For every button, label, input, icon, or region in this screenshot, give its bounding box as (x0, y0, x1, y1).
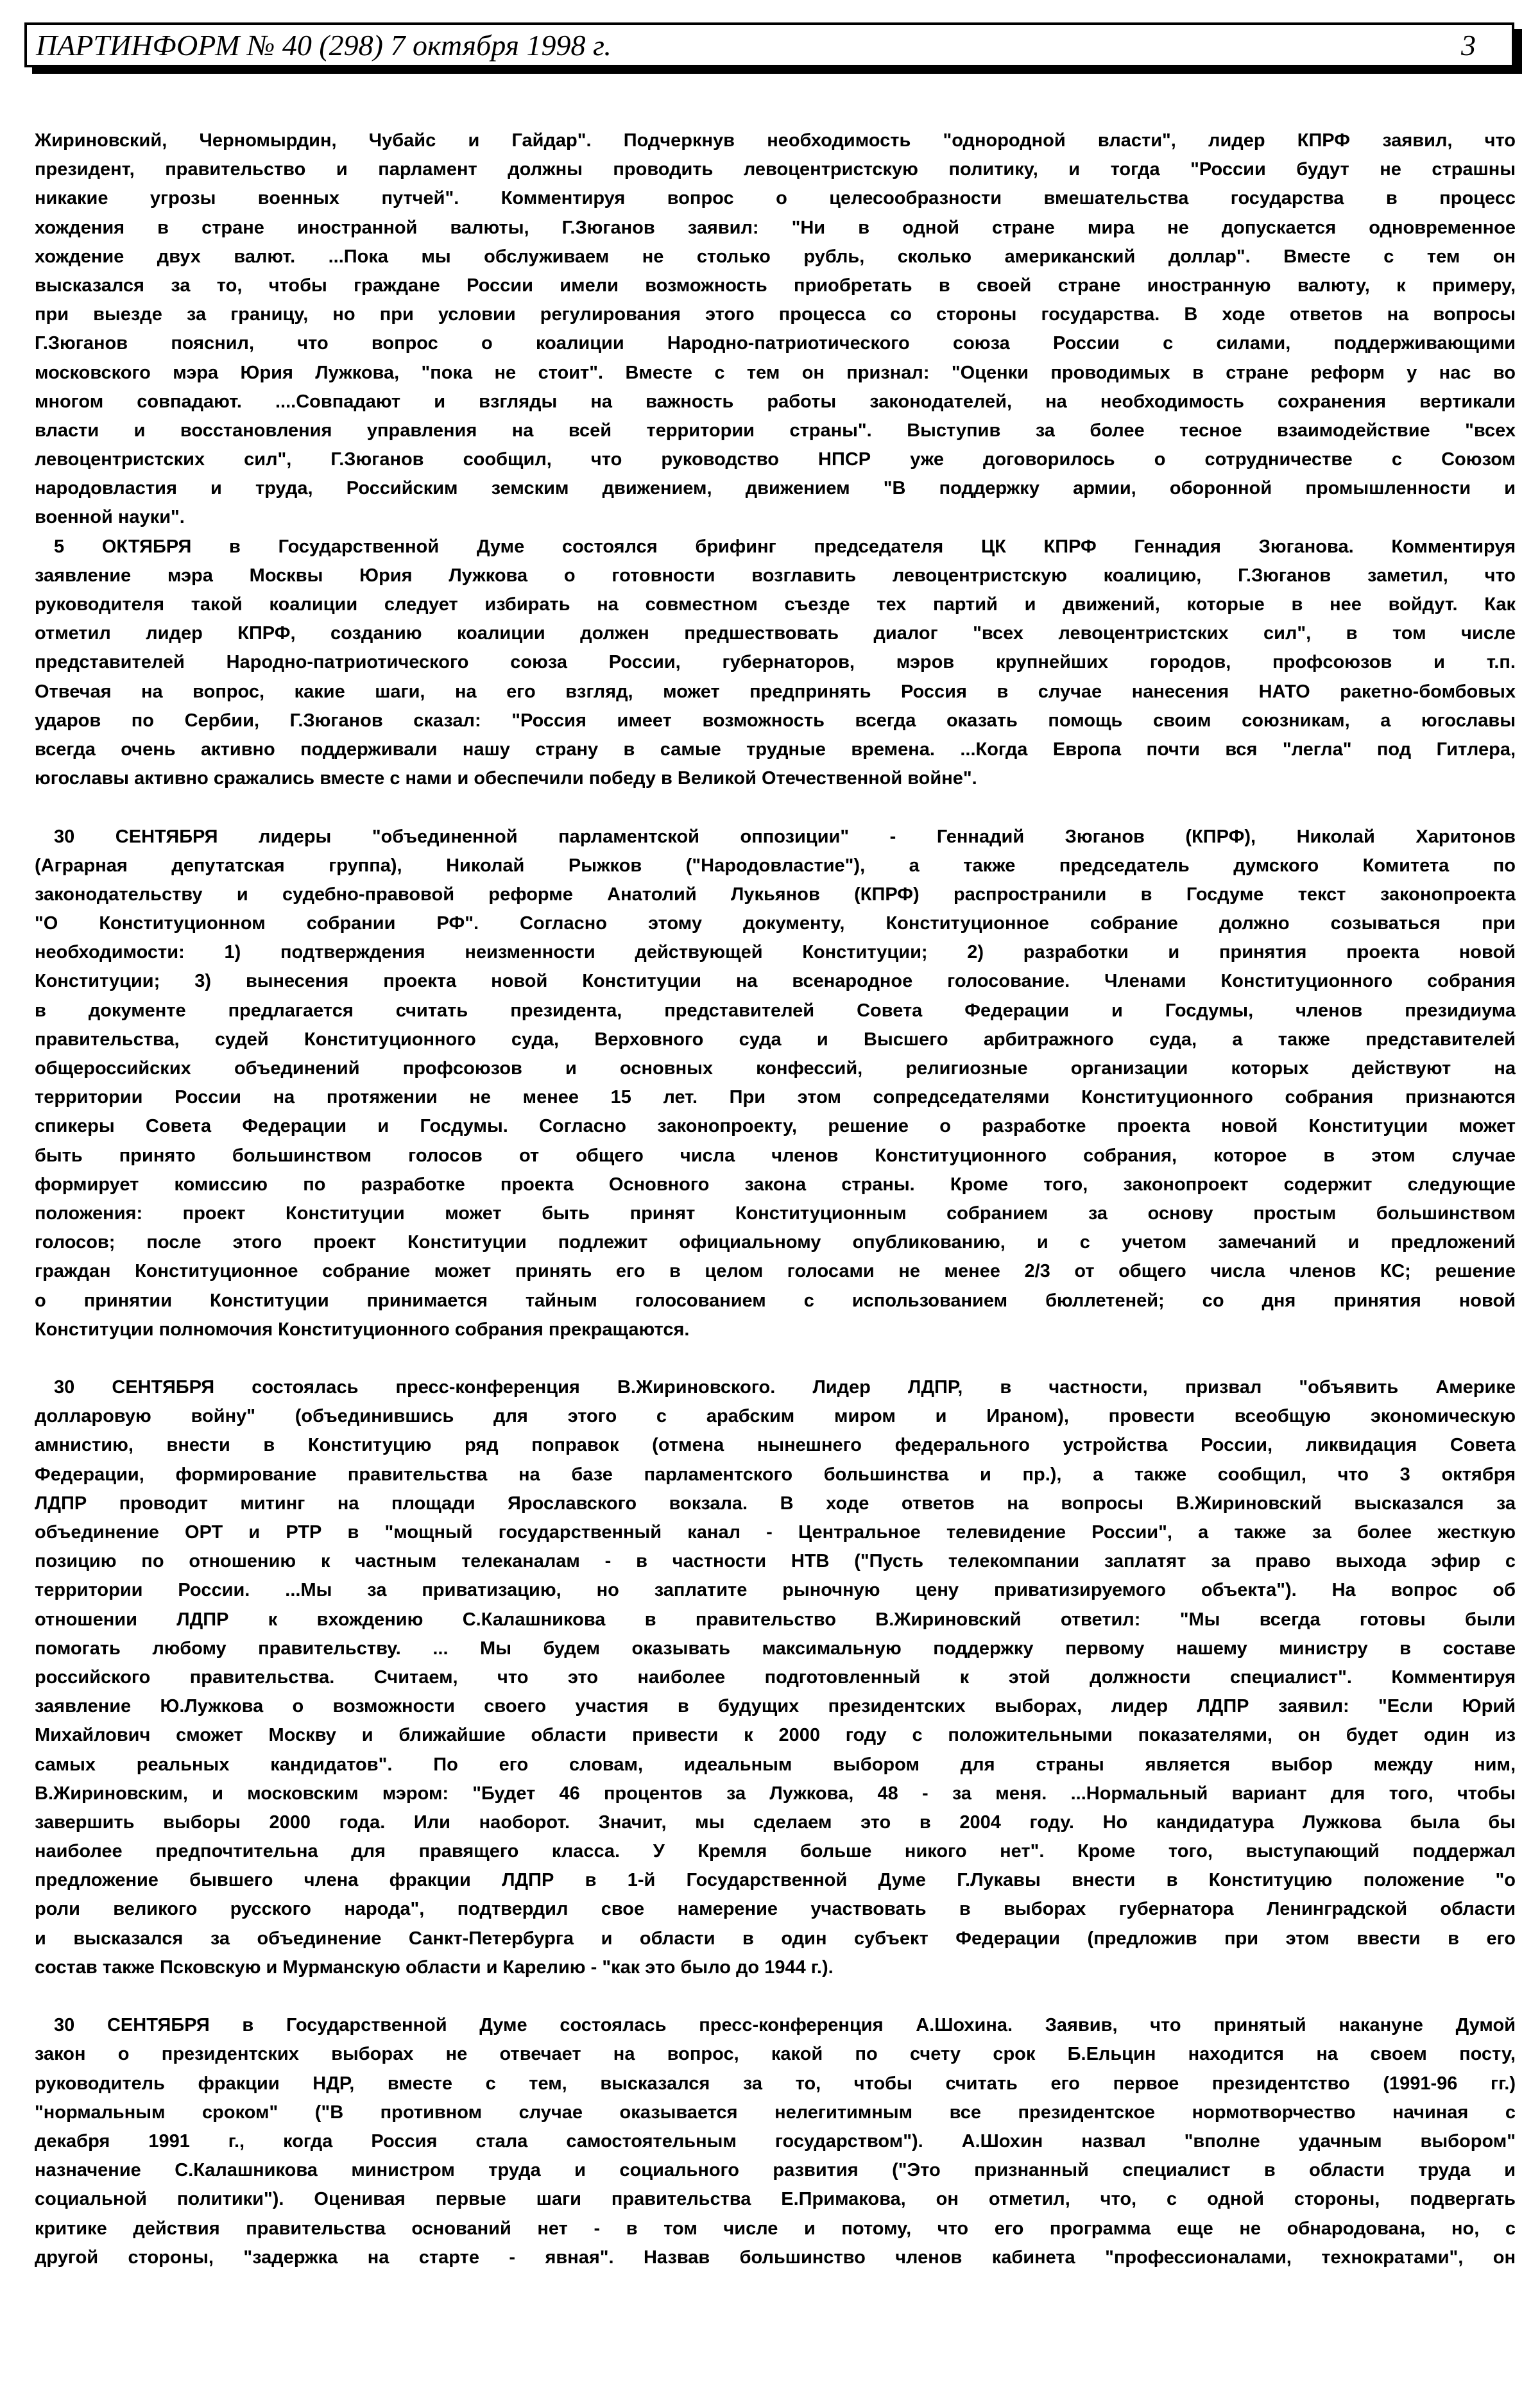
text-line: ЛДПР проводит митинг на площади Ярославского вокзала. В ходе ответов на вопросы В.Жириновский высказался за (35, 1493, 1516, 1514)
text-line: Г.Зюганов пояснил, что вопрос о коалиции Народно-патриотического союза России с силами, поддерживающими (35, 333, 1516, 354)
text-line: долларовую войну" (объединившись для этого с арабским миром и Ираном), провести всеобщую экономическую (35, 1406, 1516, 1427)
text-line: декабря 1991 г., когда Россия стала самостоятельным государством"). А.Шохин назвал "вполне удачным выбором" (35, 2130, 1516, 2152)
text-line: Конституции; 3) вынесения проекта новой Конституции на всенародное голосование. Членами Конституционного собрания (35, 971, 1516, 992)
text-line: руководитель фракции НДР, вместе с тем, высказался за то, чтобы считать его первое президентство (1991-96 гг.) (35, 2073, 1516, 2094)
text-line: всегда очень активно поддерживали нашу страну в самые трудные времена. ...Когда Европа почти вся "легла" под Гитлера, (35, 739, 1516, 760)
text-line: президент, правительство и парламент должны проводить левоцентристскую политику, и тогда "России будут не страшны (35, 159, 1516, 180)
text-line: Жириновский, Черномырдин, Чубайс и Гайдар". Подчеркнув необходимость "однородной власти", лидер КПРФ заявил, что (35, 130, 1516, 151)
text-line: наиболее предпочтительна для правящего класса. У Кремля больше никого нет". Кроме того, выступающий поддержал (35, 1841, 1516, 1862)
text-line: территории России на протяжении не менее 15 лет. При этом сопредседателями Конституционного собрания признаются (35, 1087, 1516, 1108)
text-line: при выезде за границу, но при условии регулирования этого процесса со стороны государства. В ходе ответов на вопросы (35, 304, 1516, 325)
text-line: заявление Ю.Лужкова о возможности своего участия в будущих президентских выборах, лидер ЛДПР заявил: "Если Юрий (35, 1696, 1516, 1717)
text-line: спикеры Совета Федерации и Госдумы. Согласно законопроекту, решение о разработке проекта новой Конституции может (35, 1116, 1516, 1137)
text-line: хождение двух валют. ...Пока мы обслуживаем не столько рубль, сколько американский доллар". Вместе с тем он (35, 246, 1516, 267)
text-line: заявление мэра Москвы Юрия Лужкова о готовности возглавить левоцентристскую коалицию, Г.Зюганов заметил, что (35, 565, 1516, 586)
text-line: положения: проект Конституции может быть принят Конституционным собранием за основу простым большинством (35, 1203, 1516, 1224)
text-line: руководителя такой коалиции следует избирать на совместном съезде тех партий и движений, которые в нее войдут. Как (35, 594, 1516, 615)
text-line: власти и восстановления управления на всей территории страны". Выступив за более тесное взаимодействие "всех (35, 420, 1516, 441)
text-line: другой стороны, "задержка на старте - явная". Назвав большинство членов кабинета "профессионалами, технократами", он (35, 2247, 1516, 2268)
news-paragraph (35, 1373, 1516, 1982)
page-number: 3 (1461, 29, 1476, 62)
publication-title: ПАРТИНФОРМ № 40 (298) 7 октября 1998 г. (36, 29, 612, 62)
text-line: позицию по отношению к частным телеканалам - в частности НТВ ("Пусть телекомпании заплатят за право выхода эфир с (35, 1551, 1516, 1572)
text-line: 30 СЕНТЯБРЯ в Государственной Думе состоялась пресс-конференция А.Шохина. Заявив, что принятый накануне Думой (54, 2015, 1516, 2036)
text-line: Конституции полномочия Конституционного собрания прекращаются. (35, 1319, 690, 1340)
text-line: (Аграрная депутатская группа), Николай Рыжков ("Народовластие"), а также председатель думского Комитета по (35, 855, 1516, 876)
text-line: объединение ОРТ и РТР в "мощный государственный канал - Центральное телевидение России", а также за более жесткую (35, 1522, 1516, 1543)
text-line: 5 ОКТЯБРЯ в Государственной Думе состоялся брифинг председателя ЦК КПРФ Геннадия Зюганова. Комментируя (54, 536, 1516, 557)
news-paragraph (35, 2011, 1516, 2272)
text-line: хождения в стране иностранной валюты, Г.Зюганов заявил: "Ни в одной стране мира не допускается одновременное (35, 217, 1516, 238)
text-line: "О Конституционном собрании РФ". Согласно этому документу, Конституционное собрание должно созываться при (35, 913, 1516, 934)
text-line: граждан Конституционное собрание может принять его в целом голосами не менее 2/3 от общего числа членов КС; решение (35, 1261, 1516, 1282)
text-line: самых реальных кандидатов". По его словам, идеальным выбором для страны является выбор между ним, (35, 1754, 1516, 1775)
text-line: о принятии Конституции принимается тайным голосованием с использованием бюллетеней; со дня принятия новой (35, 1290, 1516, 1311)
text-line: ударов по Сербии, Г.Зюганов сказал: "Россия имеет возможность всегда оказать помощь своим союзникам, а югославы (35, 710, 1516, 731)
text-line: отношении ЛДПР к вхождению С.Калашникова в правительство В.Жириновский ответил: "Мы всегда готовы были (35, 1609, 1516, 1630)
text-line: предложение бывшего члена фракции ЛДПР в 1-й Государственной Думе Г.Лукавы внести в Конституцию положение "о (35, 1870, 1516, 1891)
text-line: в документе предлагается считать президента, представителей Совета Федерации и Госдумы, членов президиума (35, 1000, 1516, 1021)
news-paragraph (35, 823, 1516, 1344)
text-line: голосов; после этого проект Конституции подлежит официальному опубликованию, и с учетом замечаний и предложений (35, 1232, 1516, 1253)
text-line: и высказался за объединение Санкт-Петербурга и области в один субъект Федерации (предложив при этом ввести в его (35, 1928, 1516, 1949)
text-line: югославы активно сражались вместе с нами и обеспечили победу в Великой Отечественной войне". (35, 768, 977, 789)
text-line: территории России. ...Мы за приватизацию, но заплатите рыночную цену приватизируемого объекта"). На вопрос об (35, 1580, 1516, 1601)
text-line: "нормальным сроком" ("В противном случае оказывается нелегитимным все президентское нормотворчество начиная с (35, 2102, 1516, 2123)
text-line: народовластия и труда, Российским земским движением, движением "В поддержку армии, оборонной промышленности и (35, 478, 1516, 499)
text-line: формирует комиссию по разработке проекта Основного закона страны. Кроме того, законопроект содержит следующие (35, 1174, 1516, 1195)
text-line: высказался за то, чтобы граждане России имели возможность приобретать в своей стране иностранную валюту, к примеру, (35, 275, 1516, 296)
text-line: быть принято большинством голосов от общего числа членов Конституционного собрания, которое в этом случае (35, 1145, 1516, 1166)
text-line: правительства, судей Конституционного суда, Верховного суда и Высшего арбитражного суда, а также представителей (35, 1029, 1516, 1050)
text-line: критике действия правительства оснований нет - в том числе и потому, что его программа еще не обнародована, но, с (35, 2218, 1516, 2239)
text-line: амнистию, внести в Конституцию ряд поправок (отмена нынешнего федерального устройства России, ликвидация Совета (35, 1435, 1516, 1456)
text-line: представителей Народно-патриотического союза России, губернаторов, мэров крупнейших городов, профсоюзов и т.п. (35, 652, 1516, 673)
text-line: состав также Псковскую и Мурманскую области и Карелию - "как это было до 1944 г.). (35, 1957, 834, 1978)
article-body (35, 126, 1516, 2272)
text-line: необходимости: 1) подтверждения неизменности действующей Конституции; 2) разработки и принятия проекта новой (35, 942, 1516, 963)
text-line: никакие угрозы военных путчей". Комментируя вопрос о целесообразности вмешательства государства в процесс (35, 188, 1516, 209)
text-line: левоцентристских сил", Г.Зюганов сообщил, что руководство НПСР уже договорилось о сотрудничестве с Союзом (35, 449, 1516, 470)
text-line: отметил лидер КПРФ, созданию коалиции должен предшествовать диалог "всех левоцентристских сил", в том числе (35, 623, 1516, 644)
text-line: Михайлович сможет Москву и ближайшие области привести к 2000 году с положительными показателями, он будет один из (35, 1725, 1516, 1746)
text-line: российского правительства. Считаем, что это наиболее подготовленный к этой должности специалист". Комментируя (35, 1667, 1516, 1688)
text-line: 30 СЕНТЯБРЯ состоялась пресс-конференция В.Жириновского. Лидер ЛДПР, в частности, призвал "объявить Америке (54, 1377, 1516, 1398)
text-line: закон о президентских выборах не отвечает на вопрос, какой по счету срок Б.Ельцин находится на своем посту, (35, 2044, 1516, 2065)
text-line: военной науки". (35, 507, 185, 528)
text-line: завершить выборы 2000 года. Или наоборот. Значит, мы сделаем это в 2004 году. Но кандидатура Лужкова была бы (35, 1812, 1516, 1833)
text-line: московского мэра Юрия Лужкова, "пока не стоит". Вместе с тем он признал: "Оценки проводимых в стране реформ у нас во (35, 362, 1516, 383)
page-header (24, 22, 1514, 67)
text-line: общероссийских объединений профсоюзов и основных конфессий, религиозные организации которых действуют на (35, 1058, 1516, 1079)
text-line: законодательству и судебно-правовой реформе Анатолий Лукьянов (КПРФ) распространили в Госдуме текст законопроекта (35, 884, 1516, 905)
text-line: 30 СЕНТЯБРЯ лидеры "объединенной парламентской оппозиции" - Геннадий Зюганов (КПРФ), Николай Харитонов (54, 826, 1516, 847)
text-line: роли великого русского народа", подтвердил свое намерение участвовать в выборах губернатора Ленинградской области (35, 1899, 1516, 1920)
text-line: В.Жириновским, и московским мэром: "Будет 46 процентов за Лужкова, 48 - за меня. ...Нормальный вариант для того, чтобы (35, 1783, 1516, 1804)
text-line: Отвечая на вопрос, какие шаги, на его взгляд, может предпринять Россия в случае нанесения НАТО ракетно-бомбовых (35, 681, 1516, 702)
news-paragraph (35, 533, 1516, 794)
text-line: помогать любому правительству. ... Мы будем оказывать максимальную поддержку первому нашему министру в составе (35, 1638, 1516, 1659)
text-line: многом совпадают. ....Совпадают и взгляды на важность работы законодателей, на необходимость сохранения вертикали (35, 391, 1516, 412)
text-line: Федерации, формирование правительства на базе парламентского большинства и пр.), а также сообщил, что 3 октября (35, 1464, 1516, 1485)
text-line: назначение С.Калашникова министром труда и социального развития ("Это признанный специалист в области труда и (35, 2160, 1516, 2181)
text-line: социальной политики"). Оценивая первые шаги правительства Е.Примакова, он отметил, что, с одной стороны, подвергать (35, 2189, 1516, 2210)
news-paragraph (35, 126, 1516, 533)
